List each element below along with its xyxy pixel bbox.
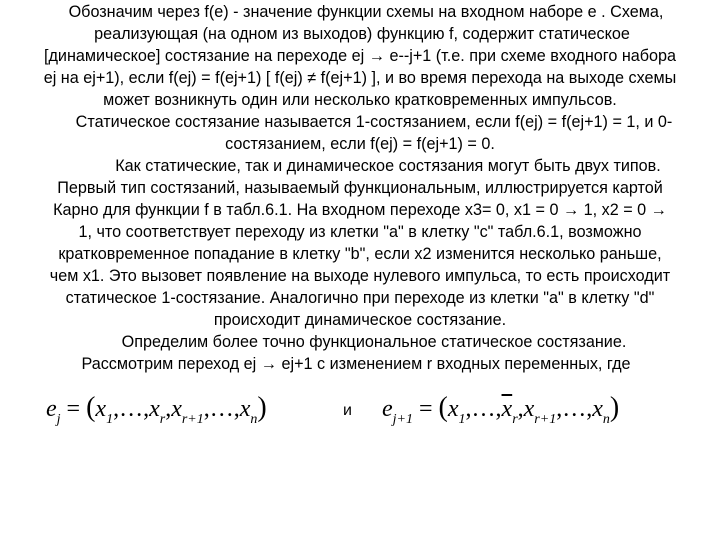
formula-ej1-lhs-sub: j+1 <box>392 412 413 427</box>
formula-ej <box>46 392 267 427</box>
text-line-9: Первый тип состязаний, называемый функциональным, иллюстрируется картой <box>57 179 663 197</box>
formula-ej1-comma: , <box>517 396 524 422</box>
formula-ej-open: ( <box>86 392 96 423</box>
text-line-6: Статическое состязание называется 1-состязанием, если f(ej) = f(ej+1) = 1, и 0- <box>75 113 673 131</box>
formula-ej1-sub-n: n <box>602 412 610 427</box>
formula-ej1-xr1: x <box>523 396 535 422</box>
formula-ej-comma: , <box>165 396 172 422</box>
formula-ej-dots2: ,…, <box>203 396 240 422</box>
text-line-5: может возникнуть один или несколько кратковременных импульсов. <box>103 91 617 109</box>
text-line-13: чем x1. Это вызовет появление на выходе нулевого импульса, то есть происходит <box>49 267 671 285</box>
formula-ej-sub-r: r <box>159 412 166 427</box>
text-line-17: Рассмотрим переход ej → ej+1 с изменением r входных переменных, где <box>81 355 631 373</box>
formula-ej1-dots1: ,…, <box>465 396 502 422</box>
formula-ej-equals: = <box>60 396 87 422</box>
text-line-10: Карно для функции f в табл.6.1. На входном переходе x3= 0, x1 = 0 → 1, x2 = 0 → <box>53 201 667 219</box>
formula-ej-dots1: ,…, <box>113 396 150 422</box>
formula-ej1-sub-r1: r+1 <box>534 412 557 427</box>
formula-conjunction: и <box>343 402 352 419</box>
text-line-1: Обозначим через f(e) - значение функции схемы на входном наборе e . Схема, <box>68 3 664 21</box>
text-line-8: Как статические, так и динамическое состязания могут быть двух типов. <box>115 157 661 175</box>
formula-ej1-dots2: ,…, <box>556 396 593 422</box>
text-line-15: происходит динамическое состязание. <box>213 311 507 329</box>
formula-ej1-close: ) <box>609 392 620 423</box>
formula-ej-x1: x <box>95 396 107 422</box>
formula-ej1-lhs: e <box>382 396 393 422</box>
formula-ej1 <box>382 392 620 427</box>
formula-ej-sub-r1: r+1 <box>181 412 204 427</box>
text-line-14: статическое 1-состязание. Аналогично при переходе из клетки "a" в клетку "d" <box>65 289 655 307</box>
formula-ej-sub1: 1 <box>106 412 114 427</box>
formula-ej1-sub1: 1 <box>458 412 466 427</box>
formula-ej1-x1: x <box>447 396 459 422</box>
text-line-3: [динамическое] состязание на переходе ej → e--j+1 (т.е. при схеме входного набора <box>43 47 677 65</box>
text-line-16: Определим более точно функциональное статическое состязание. <box>121 333 627 351</box>
formula-ej1-equals: = <box>413 396 439 422</box>
formula-ej-xn: x <box>239 396 251 422</box>
formula-ej-xr1: x <box>171 396 182 422</box>
text-line-4: ej на ej+1), если f(ej) = f(ej+1) [ f(ej) ≠ f(ej+1) ], и во время перехода на выходе схемы <box>43 69 677 87</box>
formula-ej-close: ) <box>257 392 267 423</box>
formula-ej1-xr-bar: $\overline{x}$ <box>501 396 513 422</box>
text-line-7: состязанием, если f(ej) = f(ej+1) = 0. <box>225 135 495 153</box>
formula-ej-xr: x <box>149 396 160 422</box>
formula-ej-lhs: e <box>46 396 57 422</box>
formula-ej1-xn: x <box>592 396 603 422</box>
formula-ej-lhs-sub: j <box>56 412 61 427</box>
text-line-12: кратковременное попадание в клетку "b", если x2 изменится несколько раньше, <box>58 245 662 263</box>
formula-ej1-open: ( <box>438 392 448 423</box>
text-line-2: реализующая (на одном из выходов) функцию f, содержит статическое <box>94 25 630 43</box>
formula-ej1-sub-r: r <box>512 412 518 427</box>
text-line-11: 1, что соответствует переходу из клетки "a" в клетку "c" табл.6.1, возможно <box>78 223 642 241</box>
formula-ej-sub-n: n <box>250 412 258 427</box>
